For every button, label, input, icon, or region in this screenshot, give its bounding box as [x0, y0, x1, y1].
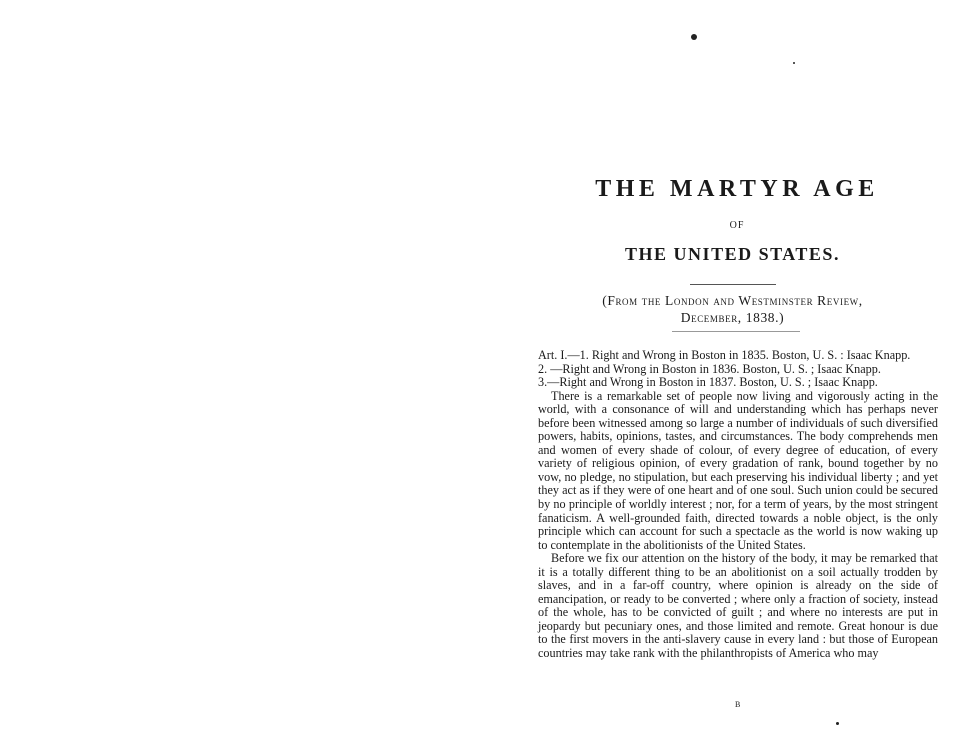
reference-item: 2. —Right and Wrong in Boston in 1836. Boston, U. S. ; Isaac Knapp. [538, 361, 881, 376]
source-citation [560, 292, 905, 326]
body-paragraph: There is a remarkable set of people now living and vigorously acting in the world, with a consonance of will and understanding which has perhaps never before been witnessed among so large a number of individuals of such diversified powers, habits, opinions, tastes, and circumstances. The body comprehends men and women of every shade of colour, of every degree of education, of every variety of religious opinion, of every gradation of rank, bound together by no vow, no pledge, no stipulation, but each preserving his individual liberty ; and yet they act as if they were of one heart and of one soul. Such union could be secured by no principle of worldly interest ; nor, for a term of years, by the most stringent fanaticism. A well-grounded faith, directed towards a noble object, is the only principle which can account for such a spectacle as the world is now waking up to contemplate in the abolitionists of the United States. [538, 388, 938, 552]
reference-item: Art. I.—1. Right and Wrong in Boston in 1835. Boston, U. S. : Isaac Knapp. [538, 348, 911, 362]
signature-mark: B [735, 700, 741, 709]
ink-speck [793, 62, 795, 64]
body-paragraph: Before we fix our attention on the history of the body, it may be remarked that it is a totally different thing to be an abolitionist on a soil actually trodden by slaves, and in a far-off country, where opinion is already on the side of emancipation, or ready to be converted ; where only a fraction of society, instead of the whole, has to be convicted of guilt ; and where no interests are put in jeopardy but pecuniary ones, and those limited and remote. Great honour is due to the first movers in the anti-slavery cause in every land : but those of European countries may take rank with the philanthropists of America who may [538, 551, 938, 661]
source-line: (From the London and Westminster Review, [602, 293, 863, 308]
article-body [538, 349, 938, 661]
divider-rule [690, 284, 776, 285]
source-date: December, 1838.) [680, 310, 785, 325]
page-title: THE MARTYR AGE [595, 176, 879, 202]
ink-speck [836, 722, 839, 725]
page-subtitle: THE UNITED STATES. [625, 244, 840, 264]
title-connector: OF [729, 220, 745, 231]
reference-item: 3.—Right and Wrong in Boston in 1837. Boston, U. S. ; Isaac Knapp. [538, 375, 878, 390]
ink-speck [691, 34, 697, 40]
divider-rule [672, 331, 800, 332]
